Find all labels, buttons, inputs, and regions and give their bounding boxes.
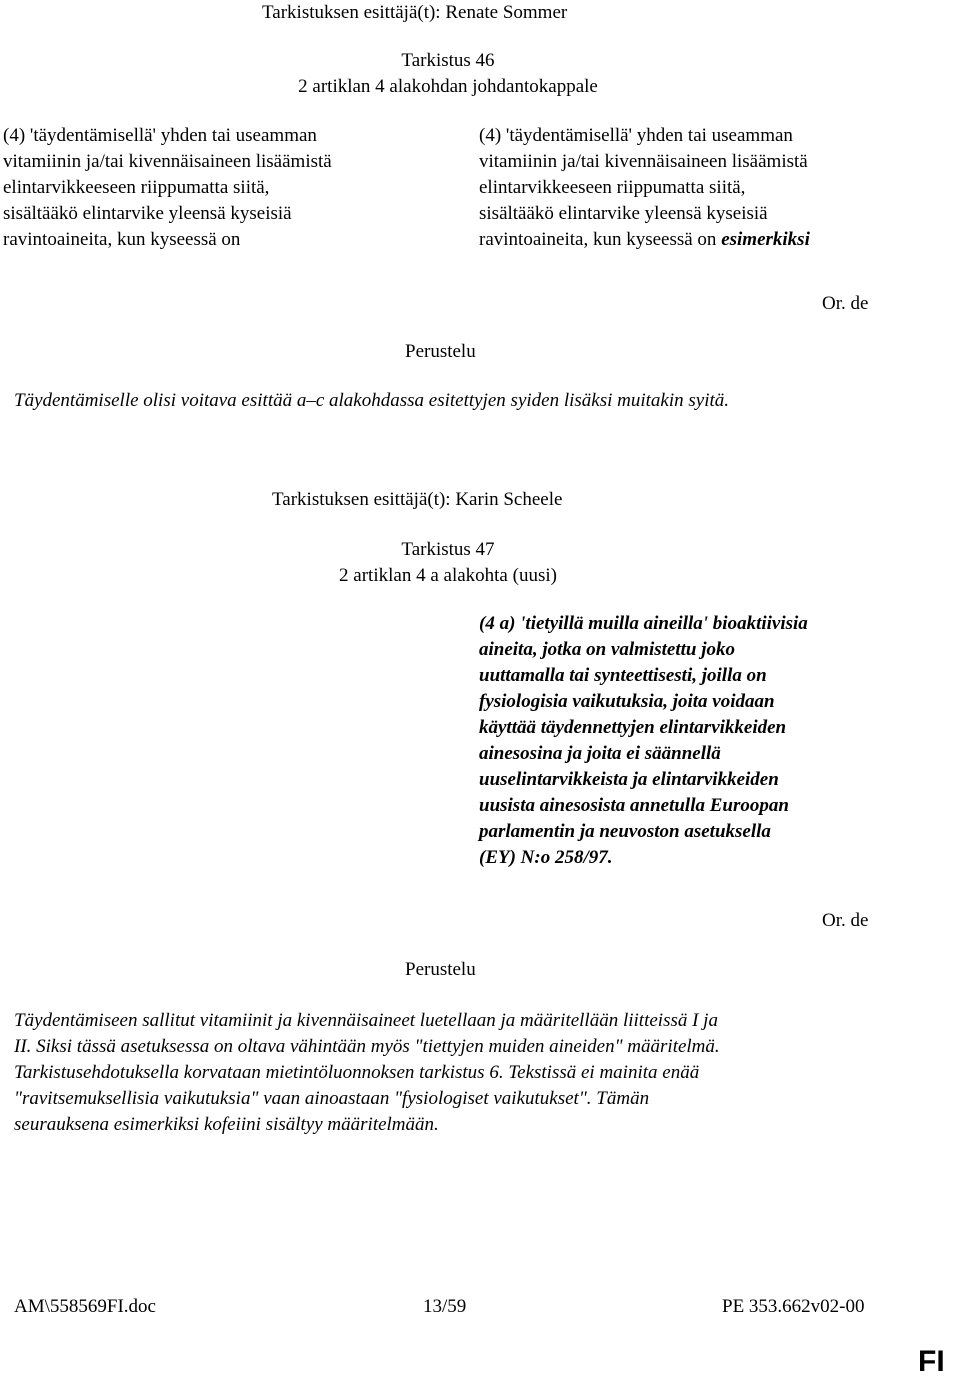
amended-line: vitamiinin ja/tai kivennäisaineen lisäämistä — [479, 151, 808, 172]
amendment-46-justification-heading: Perustelu — [405, 341, 476, 362]
original-line: vitamiinin ja/tai kivennäisaineen lisäämistä — [3, 151, 332, 172]
justification-line: Täydentämiseen sallitut vitamiinit ja kivennäisaineet luetellaan ja määritellään liitteissä I ja — [14, 1010, 718, 1031]
amendment-46-tabler: Tarkistuksen esittäjä(t): Renate Sommer — [262, 2, 568, 23]
amended-line: (4 a) 'tietyillä muilla aineilla' bioaktiivisia — [479, 613, 808, 634]
amendment-46-original-text — [3, 123, 423, 253]
justification-line: Tarkistusehdotuksella korvataan mietintöluonnoksen tarkistus 6. Tekstissä ei mainita enää — [14, 1062, 700, 1083]
amendment-46-amended-text — [479, 123, 899, 253]
original-line: ravintoaineita, kun kyseessä on — [3, 229, 241, 250]
amended-line: käyttää täydennettyjen elintarvikkeiden — [479, 717, 787, 738]
justification-line: II. Siksi tässä asetuksessa on oltava vähintään myös "tiettyjen muiden aineiden" määritelmä. — [14, 1036, 720, 1057]
amended-line-last — [479, 227, 899, 253]
language-mark: FI — [918, 1345, 945, 1378]
amended-line: (4) 'täydentämisellä' yhden tai useamman — [479, 125, 793, 146]
amendment-47-justification-text — [14, 1008, 874, 1138]
amended-line: uuselintarvikkeista ja elintarvikkeiden — [479, 769, 779, 790]
amendment-47-amended-text — [479, 611, 899, 871]
amended-line: uuttamalla tai synteettisesti, joilla on — [479, 665, 767, 686]
amended-line: parlamentin ja neuvoston asetuksella — [479, 821, 771, 842]
original-line: sisältääkö elintarvike yleensä kyseisiä — [3, 203, 292, 224]
amended-plain-text: ravintoaineita, kun kyseessä on — [479, 229, 722, 250]
original-line: elintarvikkeeseen riippumatta siitä, — [3, 177, 270, 198]
original-line: (4) 'täydentämisellä' yhden tai useamman — [3, 125, 317, 146]
amended-line: ainesosina ja joita ei säännellä — [479, 743, 721, 764]
amended-line: (EY) N:o 258/97. — [479, 847, 613, 868]
amended-line: elintarvikkeeseen riippumatta siitä, — [479, 177, 746, 198]
amendment-47-original-language: Or. de — [822, 910, 869, 931]
amendment-46-original-language: Or. de — [822, 293, 869, 314]
amendment-46-number: Tarkistus 46 — [401, 50, 495, 71]
amendment-47-number: Tarkistus 47 — [401, 539, 495, 560]
amended-line: fysiologisia vaikutuksia, joita voidaan — [479, 691, 775, 712]
amendment-46-justification-text: Täydentämiselle olisi voitava esittää a–c alakohdassa esitettyjen syiden lisäksi muitakin syitä. — [14, 390, 730, 411]
footer-pe-ref: PE 353.662v02-00 — [722, 1296, 865, 1317]
justification-line: seurauksena esimerkiksi kofeiini sisältyy määritelmään. — [14, 1114, 439, 1135]
amended-line: sisältääkö elintarvike yleensä kyseisiä — [479, 203, 768, 224]
amendment-47-justification-heading: Perustelu — [405, 959, 476, 980]
amendment-47-tabler: Tarkistuksen esittäjä(t): Karin Scheele — [272, 489, 563, 510]
amendment-46-reference: 2 artiklan 4 alakohdan johdantokappale — [298, 76, 598, 97]
footer-doc-ref: AM\558569FI.doc — [14, 1296, 156, 1317]
amended-line: uusista ainesosista annetulla Euroopan — [479, 795, 789, 816]
amended-line: aineita, jotka on valmistettu joko — [479, 639, 735, 660]
added-text: esimerkiksi — [721, 229, 810, 250]
justification-line: "ravitsemuksellisia vaikutuksia" vaan ainoastaan "fysiologiset vaikutukset". Tämän — [14, 1088, 650, 1109]
footer-page-number: 13/59 — [423, 1296, 467, 1317]
amendment-47-reference: 2 artiklan 4 a alakohta (uusi) — [339, 565, 557, 586]
